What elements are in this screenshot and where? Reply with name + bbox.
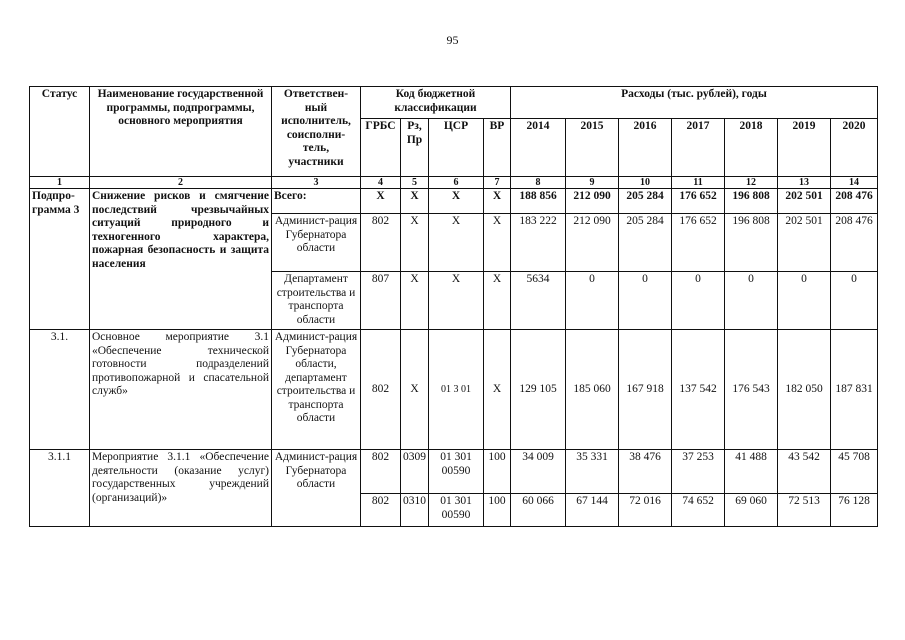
value-cell: 205 284 xyxy=(619,189,672,214)
value-cell: 176 652 xyxy=(672,214,725,272)
subprogram-status: Подпро-грамма 3 xyxy=(30,189,90,330)
value-cell: 5634 xyxy=(511,272,566,330)
column-number: 5 xyxy=(401,177,429,189)
value-cell: 212 090 xyxy=(566,189,619,214)
header-year: 2020 xyxy=(831,119,878,177)
grbs-cell: 802 xyxy=(361,450,401,494)
column-number: 4 xyxy=(361,177,401,189)
column-number: 2 xyxy=(90,177,272,189)
column-number: 9 xyxy=(566,177,619,189)
value-cell: 208 476 xyxy=(831,214,878,272)
measure-status: 3.1.1 xyxy=(30,450,90,527)
value-cell: 129 105 xyxy=(511,330,566,450)
column-number: 12 xyxy=(725,177,778,189)
grbs-cell: Х xyxy=(361,189,401,214)
csr-cell: 01 301 00590 xyxy=(429,450,484,494)
column-number: 8 xyxy=(511,177,566,189)
measure-name: Мероприятие 3.1.1 «Обеспечение деятельности (оказание услуг) государственных учреждений (организаций)» xyxy=(90,450,272,527)
table-row xyxy=(30,189,878,214)
value-cell: 0 xyxy=(672,272,725,330)
column-number: 7 xyxy=(484,177,511,189)
rzpr-cell: 0310 xyxy=(401,494,429,527)
grbs-cell: 802 xyxy=(361,330,401,450)
header-executor: Ответствен-ный исполнитель, соисполни-тель, участники xyxy=(272,87,361,177)
value-cell: 72 016 xyxy=(619,494,672,527)
header-year: 2015 xyxy=(566,119,619,177)
value-cell: 76 128 xyxy=(831,494,878,527)
grbs-cell: 802 xyxy=(361,214,401,272)
executor-cell: Админист-рация Губернатора области xyxy=(272,214,361,272)
rzpr-cell: 0309 xyxy=(401,450,429,494)
column-number: 3 xyxy=(272,177,361,189)
value-cell: 69 060 xyxy=(725,494,778,527)
grbs-cell: 807 xyxy=(361,272,401,330)
header-budget-code: Код бюджетной классификации xyxy=(361,87,511,119)
csr-cell: Х xyxy=(429,272,484,330)
page-number: 95 xyxy=(446,33,459,47)
value-cell: 35 331 xyxy=(566,450,619,494)
measure-name: Основное мероприятие 3.1 «Обеспечение технической готовности подразделений противопожарной и спасательной служб» xyxy=(90,330,272,450)
column-number: 14 xyxy=(831,177,878,189)
header-expenses: Расходы (тыс. рублей), годы xyxy=(511,87,878,119)
grbs-cell: 802 xyxy=(361,494,401,527)
header-name: Наименование государственной программы, подпрограммы, основного мероприятия xyxy=(90,87,272,177)
value-cell: 72 513 xyxy=(778,494,831,527)
value-cell: 74 652 xyxy=(672,494,725,527)
rzpr-cell: Х xyxy=(401,330,429,450)
column-number: 10 xyxy=(619,177,672,189)
header-year: 2018 xyxy=(725,119,778,177)
vr-cell: Х xyxy=(484,330,511,450)
header-year: 2019 xyxy=(778,119,831,177)
rzpr-cell: Х xyxy=(401,272,429,330)
header-csr: ЦСР xyxy=(429,119,484,177)
value-cell: 202 501 xyxy=(778,214,831,272)
value-cell: 183 222 xyxy=(511,214,566,272)
column-number: 11 xyxy=(672,177,725,189)
csr-cell: Х xyxy=(429,214,484,272)
value-cell: 0 xyxy=(725,272,778,330)
budget-table xyxy=(29,86,878,527)
executor-cell: Департамент строительства и транспорта области xyxy=(272,272,361,330)
value-cell: 185 060 xyxy=(566,330,619,450)
value-cell: 176 543 xyxy=(725,330,778,450)
value-cell: 45 708 xyxy=(831,450,878,494)
csr-cell: Х xyxy=(429,189,484,214)
rzpr-cell: Х xyxy=(401,189,429,214)
header-rzpr: Рз, Пр xyxy=(401,119,429,177)
subprogram-name: Снижение рисков и смягчение последствий чрезвычайных ситуаций природного и техногенного характера, пожарная безопасность и защита населения xyxy=(90,189,272,330)
value-cell: 208 476 xyxy=(831,189,878,214)
value-cell: 38 476 xyxy=(619,450,672,494)
value-cell: 0 xyxy=(831,272,878,330)
vr-cell: Х xyxy=(484,272,511,330)
value-cell: 67 144 xyxy=(566,494,619,527)
value-cell: 0 xyxy=(566,272,619,330)
value-cell: 34 009 xyxy=(511,450,566,494)
executor-cell: Админист-рация Губернатора области xyxy=(272,450,361,527)
vr-cell: Х xyxy=(484,189,511,214)
header-year: 2014 xyxy=(511,119,566,177)
header-vr: ВР xyxy=(484,119,511,177)
csr-cell: 01 301 00590 xyxy=(429,494,484,527)
vr-cell: 100 xyxy=(484,450,511,494)
column-number: 13 xyxy=(778,177,831,189)
table-row xyxy=(30,330,878,450)
value-cell: 187 831 xyxy=(831,330,878,450)
value-cell: 205 284 xyxy=(619,214,672,272)
column-number: 6 xyxy=(429,177,484,189)
value-cell: 202 501 xyxy=(778,189,831,214)
header-year: 2017 xyxy=(672,119,725,177)
rzpr-cell: Х xyxy=(401,214,429,272)
value-cell: 60 066 xyxy=(511,494,566,527)
value-cell: 176 652 xyxy=(672,189,725,214)
value-cell: 167 918 xyxy=(619,330,672,450)
value-cell: 137 542 xyxy=(672,330,725,450)
value-cell: 41 488 xyxy=(725,450,778,494)
table-row xyxy=(30,450,878,494)
header-year: 2016 xyxy=(619,119,672,177)
vr-cell: Х xyxy=(484,214,511,272)
header-status: Статус xyxy=(30,87,90,177)
vr-cell: 100 xyxy=(484,494,511,527)
value-cell: 37 253 xyxy=(672,450,725,494)
value-cell: 0 xyxy=(778,272,831,330)
executor-total: Всего: xyxy=(272,189,361,214)
executor-cell: Админист-рация Губернатора области, департамент строительства и транспорта области xyxy=(272,330,361,450)
header-grbs: ГРБС xyxy=(361,119,401,177)
value-cell: 188 856 xyxy=(511,189,566,214)
value-cell: 196 808 xyxy=(725,189,778,214)
value-cell: 43 542 xyxy=(778,450,831,494)
measure-status: 3.1. xyxy=(30,330,90,450)
column-number: 1 xyxy=(30,177,90,189)
value-cell: 196 808 xyxy=(725,214,778,272)
value-cell: 212 090 xyxy=(566,214,619,272)
csr-cell: 01 3 01 xyxy=(429,330,484,450)
value-cell: 182 050 xyxy=(778,330,831,450)
value-cell: 0 xyxy=(619,272,672,330)
